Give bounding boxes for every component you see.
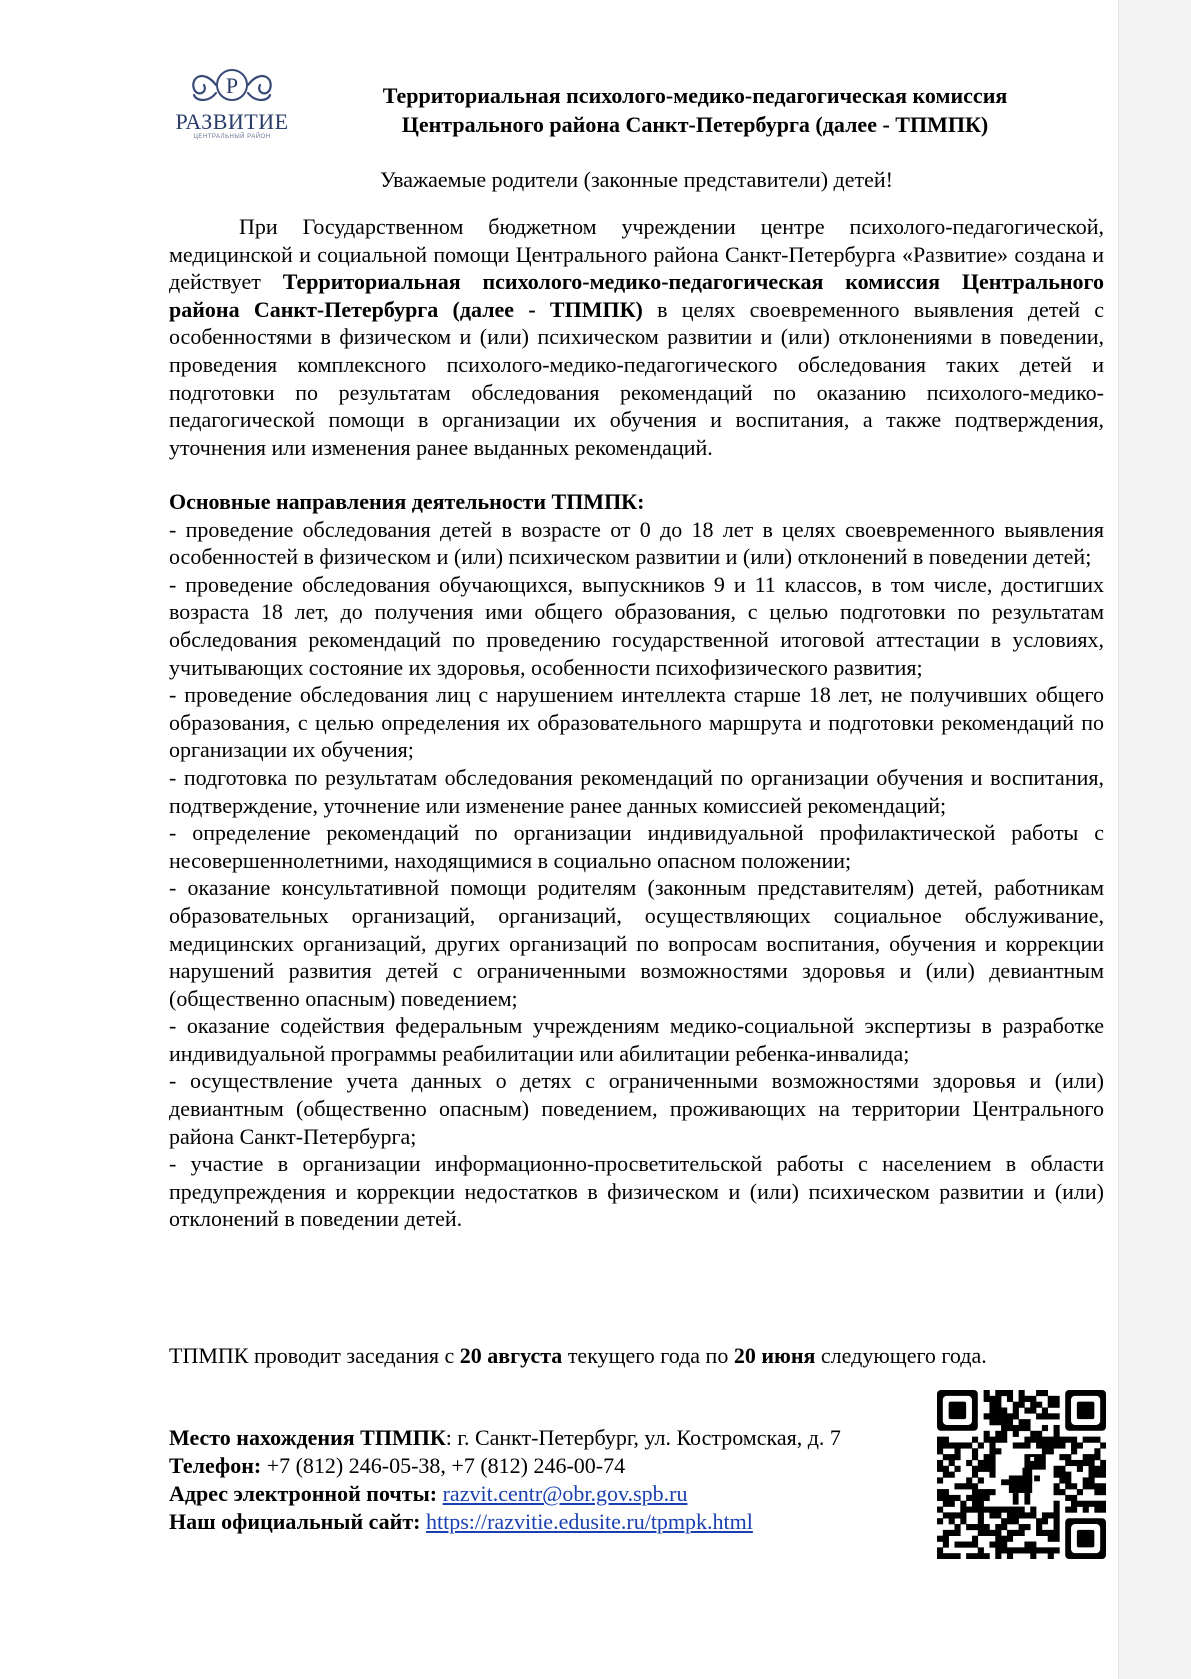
intro-text-2: в целях своевременного выявления детей с особенностями в физическом и (или) психическом развитии и (или) отклонениями в поведении, проведения комплексного психолого-медико-педагогического обследования таких детей и подготовки по результатам обследования рекомендаций по оказанию психолого-медико-педагогической помощи в организации их обучения и воспитания, а также подтверждения, уточнения или изменения ранее выданных рекомендаций.	[169, 296, 1104, 460]
viewer-side-rail	[1118, 0, 1191, 1679]
phone-value: +7 (812) 246-05-38, +7 (812) 246-00-74	[261, 1453, 626, 1478]
logo-subtitle: ЦЕНТРАЛЬНЫЙ РАЙОН	[193, 134, 271, 140]
intro-bold: Территориальная психолого-медико-педагогическая комиссия Центрального района Санкт-Петербурга (далее - ТПМПК)	[169, 269, 1104, 322]
phone-row	[169, 1452, 929, 1480]
directions-title: Основные направления деятельности ТПМПК:	[169, 489, 645, 514]
email-link[interactable]: razvit.centr@obr.gov.spb.ru	[442, 1481, 688, 1506]
email-label: Адрес электронной почты:	[169, 1481, 438, 1506]
location-value: : г. Санкт-Петербург, ул. Костромская, д. 7	[445, 1425, 841, 1450]
schedule-line	[169, 1342, 1104, 1370]
contacts-block	[169, 1424, 929, 1536]
email-row	[169, 1480, 929, 1508]
schedule-end: 20 июня	[733, 1343, 816, 1368]
site-row	[169, 1508, 929, 1536]
direction-item: - проведение обследования обучающихся, выпускников 9 и 11 классов, в том числе, достигших возраста 18 лет, до получения ими общего образования, с целью подготовки по результатам обследования рекомендаций по проведению государственной итоговой аттестации в условиях, учитывающих состояние их здоровья, особенности психофизического развития;	[169, 571, 1104, 680]
direction-item: - участие в организации информационно-просветительской работы с населением в области предупреждения и коррекции недостатков в физическом и (или) психическом развитии и (или) отклонений в поведении детей.	[169, 1151, 1104, 1232]
greeting: Уважаемые родители (законные представители) детей!	[380, 167, 893, 192]
qr-code-icon[interactable]	[937, 1390, 1106, 1559]
schedule-text-3: следующего года.	[815, 1343, 987, 1368]
direction-item: - подготовка по результатам обследования рекомендаций по организации обучения и воспитания, подтверждение, уточнение или изменение ранее данных комиссией рекомендаций;	[169, 764, 1104, 818]
direction-item: - осуществление учета данных о детях с ограниченными возможностями здоровья и (или) девиантным (общественно опасным) поведением, проживающих на территории Центрального района Санкт-Петербурга;	[169, 1068, 1104, 1149]
intro-paragraph	[169, 213, 1104, 461]
phone-label: Телефон:	[169, 1453, 262, 1478]
direction-item: - оказание содействия федеральным учреждениям медико-социальной экспертизы в разработке индивидуальной программы реабилитации или абилитации ребенка-инвалида;	[169, 1013, 1104, 1066]
logo-word: РАЗВИТИЕ	[175, 109, 289, 134]
direction-item: - оказание консультативной помощи родителям (законным представителям) детей, работникам образовательных организаций, организаций, осуществляющих социальное обслуживание, медицинских организаций, других организаций по вопросам воспитания, обучения и коррекции нарушений развития детей с ограниченными возможностями здоровья и (или) девиантным (общественно опасным) поведением;	[169, 875, 1104, 1011]
intro-text-1: При Государственном бюджетном учреждении центре психолого-педагогической, медицинской и социальной помощи Центрального района Санкт-Петербурга «Развитие» создана и действует	[169, 214, 1104, 295]
schedule-text-2: текущего года по	[562, 1343, 734, 1368]
site-link[interactable]: https://razvitie.edusite.ru/tpmpk.html	[425, 1509, 753, 1534]
schedule-start: 20 августа	[459, 1343, 563, 1368]
crest-icon	[186, 63, 278, 109]
site-label: Наш официальный сайт:	[169, 1509, 421, 1534]
direction-item: - проведение обследования лиц с нарушением интеллекта старше 18 лет, не получивших общего образования, с целью определения их образовательного маршрута и подготовки рекомендаций по организации их обучения;	[169, 682, 1104, 763]
header-line-2: Центрального района Санкт-Петербурга (далее - ТПМПК)	[401, 112, 989, 137]
header-line-1: Территориальная психолого-медико-педагогическая комиссия	[382, 83, 1008, 108]
directions-section	[169, 488, 1104, 1233]
location-label: Место нахождения ТПМПК	[169, 1425, 446, 1450]
logo-letter: P	[225, 73, 239, 98]
schedule-text-1: ТПМПК проводит заседания с	[169, 1343, 460, 1368]
razvitie-logo	[172, 63, 292, 145]
location-row	[169, 1424, 929, 1452]
direction-item: - проведение обследования детей в возрасте от 0 до 18 лет в целях своевременного выявления особенностей в физическом и (или) психическом развитии и (или) отклонений в поведении детей;	[169, 516, 1104, 570]
direction-item: - определение рекомендаций по организации индивидуальной профилактической работы с несовершеннолетними, находящимися в социально опасном положении;	[169, 820, 1104, 873]
